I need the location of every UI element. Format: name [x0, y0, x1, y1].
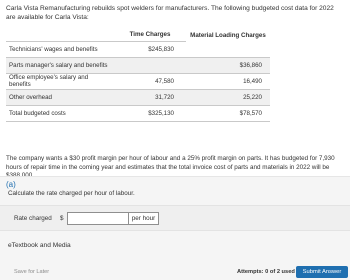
- table-header-material: Material Loading Charges: [190, 31, 266, 39]
- footer-bar: [0, 264, 350, 280]
- answer-row: [0, 205, 350, 231]
- submit-answer-button[interactable]: Submit Answer: [296, 266, 348, 278]
- time-charge-cell: [114, 57, 186, 73]
- table-header-row: [6, 28, 270, 41]
- save-for-later-button[interactable]: Save for Later: [14, 269, 50, 275]
- material-charge-cell: [186, 41, 270, 57]
- row-label: Technicians' wages and benefits: [6, 41, 114, 57]
- row-label: Parts manager's salary and benefits: [6, 57, 114, 73]
- problem-intro: Carla Vista Remanufacturing rebuilds spot welders for manufacturers. The following budgeted cost data for 2022 are available for Carla Vista:: [6, 5, 334, 21]
- time-charge-cell: 31,720: [114, 89, 186, 105]
- material-charge-cell: $78,570: [186, 105, 270, 121]
- currency-symbol: $: [60, 215, 64, 222]
- rate-input[interactable]: [67, 212, 129, 225]
- table-row: [6, 41, 270, 57]
- etextbook-link[interactable]: eTextbook and Media: [8, 242, 71, 249]
- question-panel: [0, 176, 350, 280]
- row-label: Total budgeted costs: [6, 105, 114, 121]
- time-charge-cell: 47,580: [114, 73, 186, 89]
- time-charge-cell: $325,130: [114, 105, 186, 121]
- row-label: Office employee's salary and benefits: [6, 73, 114, 89]
- material-charge-cell: 16,490: [186, 73, 270, 89]
- question-text: Calculate the rate charged per hour of labour.: [8, 190, 135, 197]
- problem-description: The company wants a $30 profit margin per hour of labour and a 25% profit margin on parts. It has budgeted for 7,930 hours of repair time in the coming year and estimates that the total invoice cost of parts and materials in 2022 will be: [6, 155, 335, 171]
- table-row-total: [6, 105, 270, 121]
- table-header-time: Time Charges: [129, 31, 171, 39]
- budgeted-cost-table: [6, 28, 270, 122]
- attempts-counter: Attempts: 0 of 2 used: [237, 269, 295, 275]
- table-row: [6, 73, 270, 89]
- material-charge-cell: $36,860: [186, 57, 270, 73]
- row-label: Other overhead: [6, 89, 114, 105]
- rate-label: Rate charged: [14, 215, 52, 222]
- table-header-blank: [6, 28, 114, 41]
- table-row: [6, 89, 270, 105]
- unit-label: per hour: [129, 212, 159, 225]
- material-charge-cell: 25,220: [186, 89, 270, 105]
- time-charge-cell: $245,830: [114, 41, 186, 57]
- part-letter: (a): [6, 180, 16, 189]
- table-row: [6, 57, 270, 73]
